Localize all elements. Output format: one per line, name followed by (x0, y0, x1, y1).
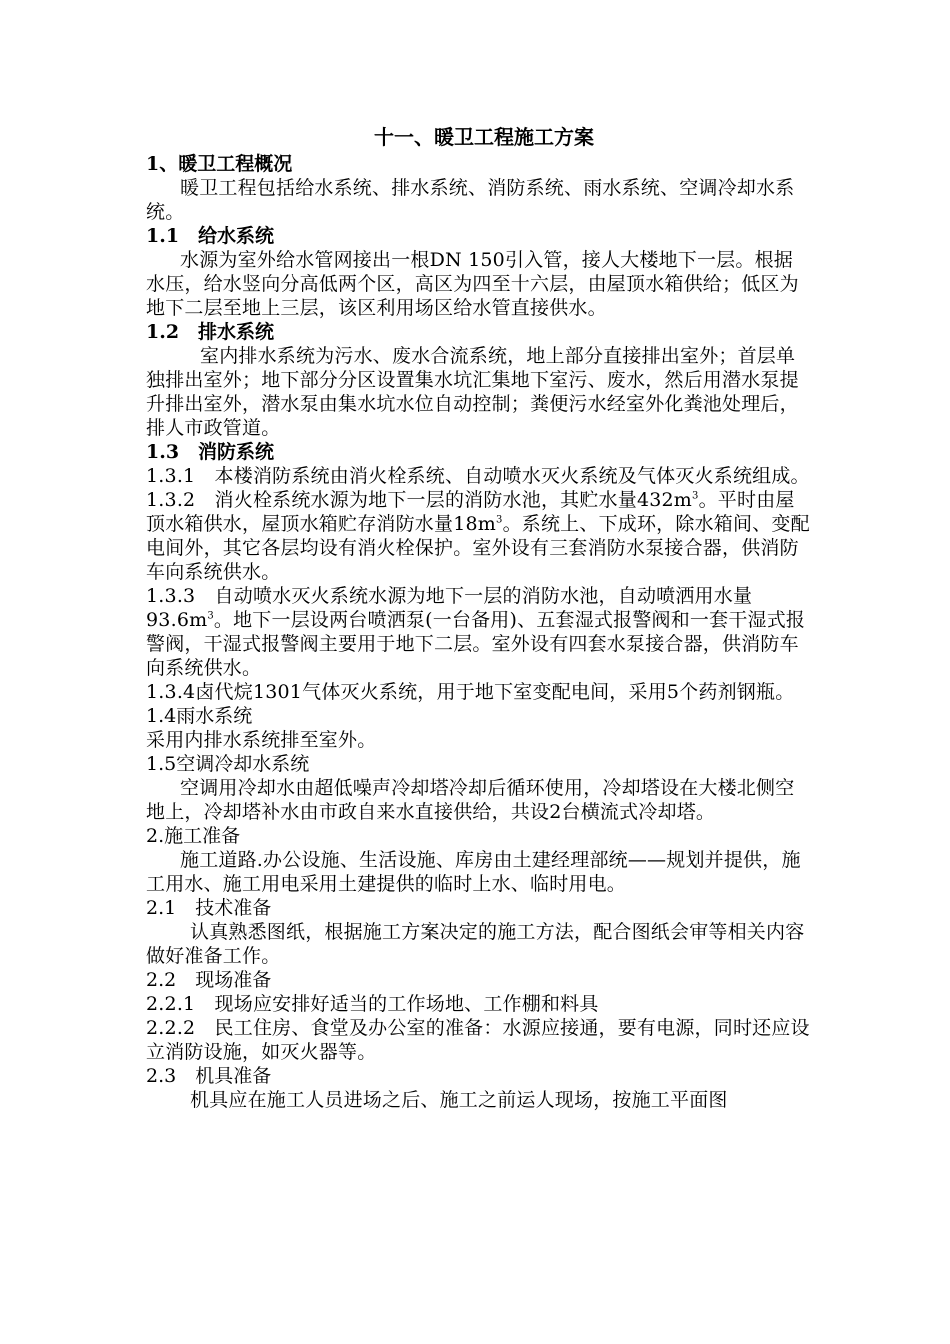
text-1-3-2-b: 。平时由屋顶水箱供水，屋顶水箱贮存消防水量18m (146, 489, 795, 535)
paragraph-cooling-water: 空调用冷却水由超低噪声冷却塔冷却后循环使用，冷却塔设在大楼北侧空地上，冷却塔补水由市政自来水直接供给，共设2台横流式冷却塔。 (146, 777, 795, 823)
heading-1-2: 1.2 排水系统 (146, 321, 275, 343)
paragraph-1-3-3 (146, 584, 812, 680)
superscript: 3 (692, 490, 699, 502)
text-1-3-2-c: 。系统上、下成环，除水箱间、变配电间外，其它各层均设有消火栓保护。室外设有三套消防水泵接合器，供消防车向系统供水。 (146, 513, 810, 583)
paragraph-overview: 暖卫工程包括给水系统、排水系统、消防系统、雨水系统、空调冷却水系统。 (146, 177, 795, 223)
paragraph-rainwater: 采用内排水系统排至室外。 (146, 729, 377, 751)
document-title: 十一、暖卫工程施工方案 (374, 125, 594, 149)
paragraph-preparation: 施工道路.办公设施、生活设施、库房由土建经理部统——规划并提供，施工用水、施工用电采用土建提供的临时上水、临时用电。 (146, 849, 801, 895)
document-page (146, 124, 812, 1112)
paragraph-technical-prep: 认真熟悉图纸，根据施工方案决定的施工方法，配合图纸会审等相关内容做好准备工作。 (146, 921, 805, 967)
heading-1-5: 1.5空调冷却水系统 (146, 753, 310, 775)
heading-2-1: 2.1 技术准备 (146, 897, 272, 919)
paragraph-1-3-2 (146, 488, 812, 584)
paragraph-water-supply: 水源为室外给水管网接出一根DN 150引入管，接人大楼地下一层。根据水压，给水竖向分高低两个区，高区为四至十六层，由屋顶水箱供给；低区为地下二层至地上三层，该区利用场区给水管直接供水。 (146, 249, 799, 319)
paragraph-2-2-2: 2.2.2 民工住房、食堂及办公室的准备：水源应接通，要有电源，同时还应设立消防设施，如灭火器等。 (146, 1017, 810, 1063)
text-1-3-3-a: 1.3.3 自动喷水灭火系统水源为地下一层的消防水池，自动喷洒用水量93.6m (146, 585, 753, 631)
paragraph-drainage: 室内排水系统为污水、废水合流系统，地上部分直接排出室外；首层单独排出室外；地下部分分区设置集水坑汇集地下室污、废水，然后用潜水泵提升排出室外，潜水泵由集水坑水位自动控制；粪便污水经室外化粪池处理后，排人市政管道。 (146, 345, 799, 439)
heading-2: 2.施工准备 (146, 825, 241, 847)
paragraph-1-3-4: 1.3.4卤代烷1301气体灭火系统，用于地下室变配电间，采用5个药剂钢瓶。 (146, 681, 795, 703)
text-1-3-2-a: 1.3.2 消火栓系统水源为地下一层的消防水池，其贮水量432m (146, 489, 693, 511)
paragraph-equipment-prep: 机具应在施工人员进场之后、施工之前运人现场，按施工平面图 (190, 1089, 728, 1111)
superscript: 3 (207, 610, 214, 622)
text-1-3-3-b: 。地下一层设两台喷洒泵(一台备用)、五套湿式报警阀和一套干湿式报警阀，干湿式报警阀主要用于地下二层。室外设有四套水泵接合器，供消防车向系统供水。 (146, 609, 806, 679)
heading-1-4: 1.4雨水系统 (146, 705, 253, 727)
paragraph-1-3-1: 1.3.1 本楼消防系统由消火栓系统、自动喷水灭火系统及气体灭火系统组成。 (146, 465, 810, 487)
heading-1-1: 1.1 给水系统 (146, 225, 275, 247)
heading-2-2: 2.2 现场准备 (146, 969, 272, 991)
heading-1-3: 1.3 消防系统 (146, 441, 275, 463)
paragraph-2-2-1: 2.2.1 现场应安排好适当的工作场地、工作棚和料具 (146, 993, 599, 1015)
heading-1: 1、暖卫工程概况 (146, 153, 293, 175)
superscript: 3 (496, 514, 503, 526)
heading-2-3: 2.3 机具准备 (146, 1065, 272, 1087)
